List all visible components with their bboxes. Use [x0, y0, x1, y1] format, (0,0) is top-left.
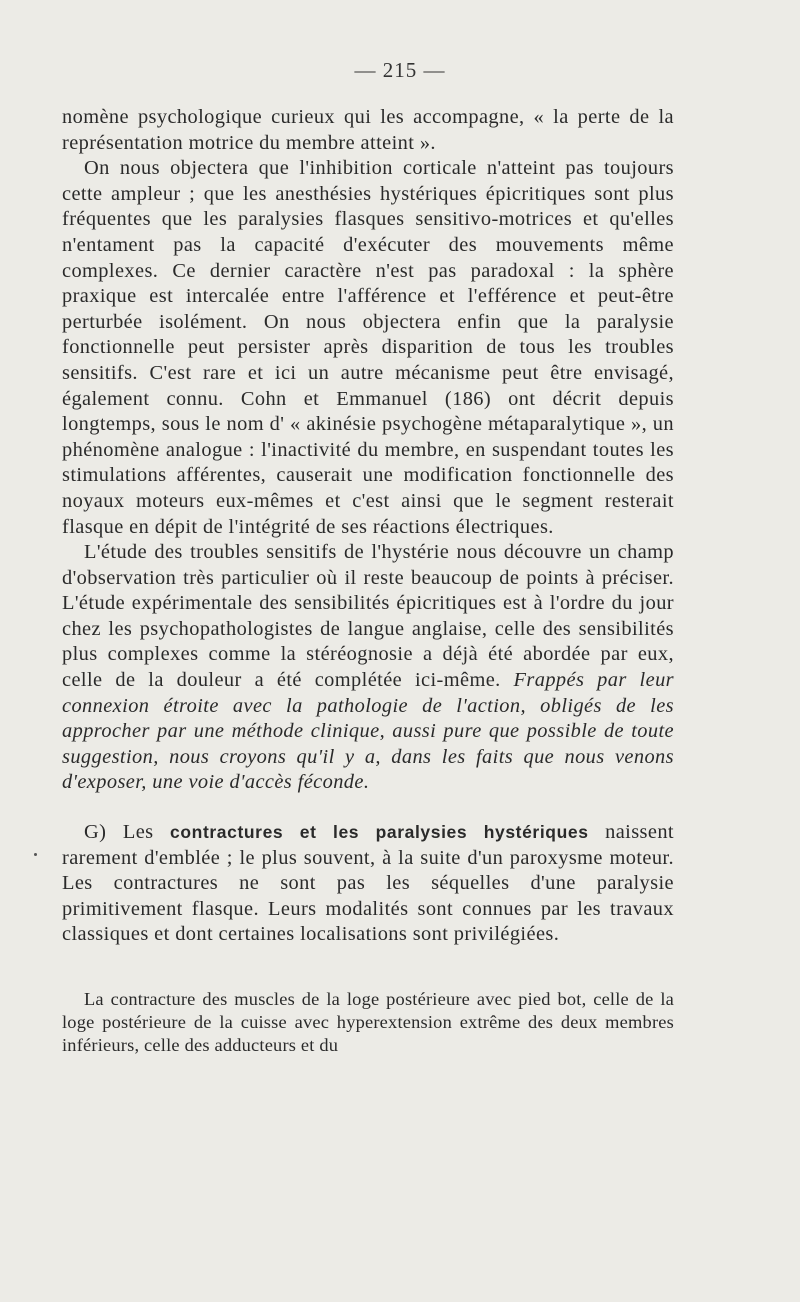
body-text [62, 105, 674, 1057]
section-g-heading: contractures et les paralysies hystériques [170, 822, 589, 843]
paragraph-3-regular: L'étude des troubles sensitifs de l'hystérie nous découvre un champ d'observation très particulier où il reste beaucoup de points à préciser. L'étude expérimentale des sensibilités épicritiques est à l'ordre du jour chez les psychopathologistes de langue anglaise, celle des sensibilités plus complexes comme la stéréognosie a déjà été abordée par eux, celle de la douleur a été complétée ici-même. [62, 541, 674, 692]
paragraph-3-italic: Frappés par leur connexion étroite avec la pathologie de l'action, obligés de les approcher par une méthode clinique, aussi pure que possible de toute suggestion, nous croyons qu'il y a, dans les faits que nous venons d'exposer, une voie d'accès féconde. [62, 669, 675, 794]
page-number: — 215 — [354, 58, 446, 82]
paragraph-4 [62, 820, 674, 948]
section-g-label: G) Les [84, 821, 154, 844]
paragraph-2: On nous objectera que l'inhibition corticale n'atteint pas toujours cette ampleur ; que les anesthésies hystériques épicritiques sont plus fréquentes que les paralysies flasques sensitivo-motrices et qu'elles n'entament pas la capacité d'exécuter des mouvements même complexes. Ce dernier caractère n'est pas paradoxal : la sphère praxique est intercalée entre l'afférence et l'efférence et peut-être perturbée isolément. On nous objectera enfin que la paralysie fonctionnelle peut persister après disparition de tous les troubles sensitifs. C'est rare et ici un autre mécanisme peut être envisagé, également connu. Cohn et Emmanuel (186) ont décrit depuis longtemps, sous le nom d' « akinésie psychogène métaparalytique », un phénomène analogue : l'inactivité du membre, en suspendant toutes les stimulations afférentes, causerait une modification fonctionnelle des noyaux moteurs eux-mêmes et c'est ainsi que le segment resterait flasque en dépit de l'intégrité de ses réactions électriques. [62, 157, 674, 538]
paragraph-5: La contracture des muscles de la loge postérieure avec pied bot, celle de la loge postérieure de la cuisse avec hyperextension extrême des deux membres inférieurs, celle des adducteurs et du [62, 989, 674, 1055]
paragraph-3 [62, 540, 674, 796]
paragraph-4-text: naissent rarement d'emblée ; le plus souvent, à la suite d'un paroxysme moteur. Les contractures ne sont pas les séquelles d'une paralysie primitivement flasque. Leurs modalités sont connues par les travaux classiques et dont certaines localisations sont privilégiées. [62, 821, 674, 946]
paragraph-1: nomène psychologique curieux qui les accompagne, « la perte de la représentation motrice du membre atteint ». [62, 106, 674, 154]
margin-dot-mark [34, 853, 37, 856]
